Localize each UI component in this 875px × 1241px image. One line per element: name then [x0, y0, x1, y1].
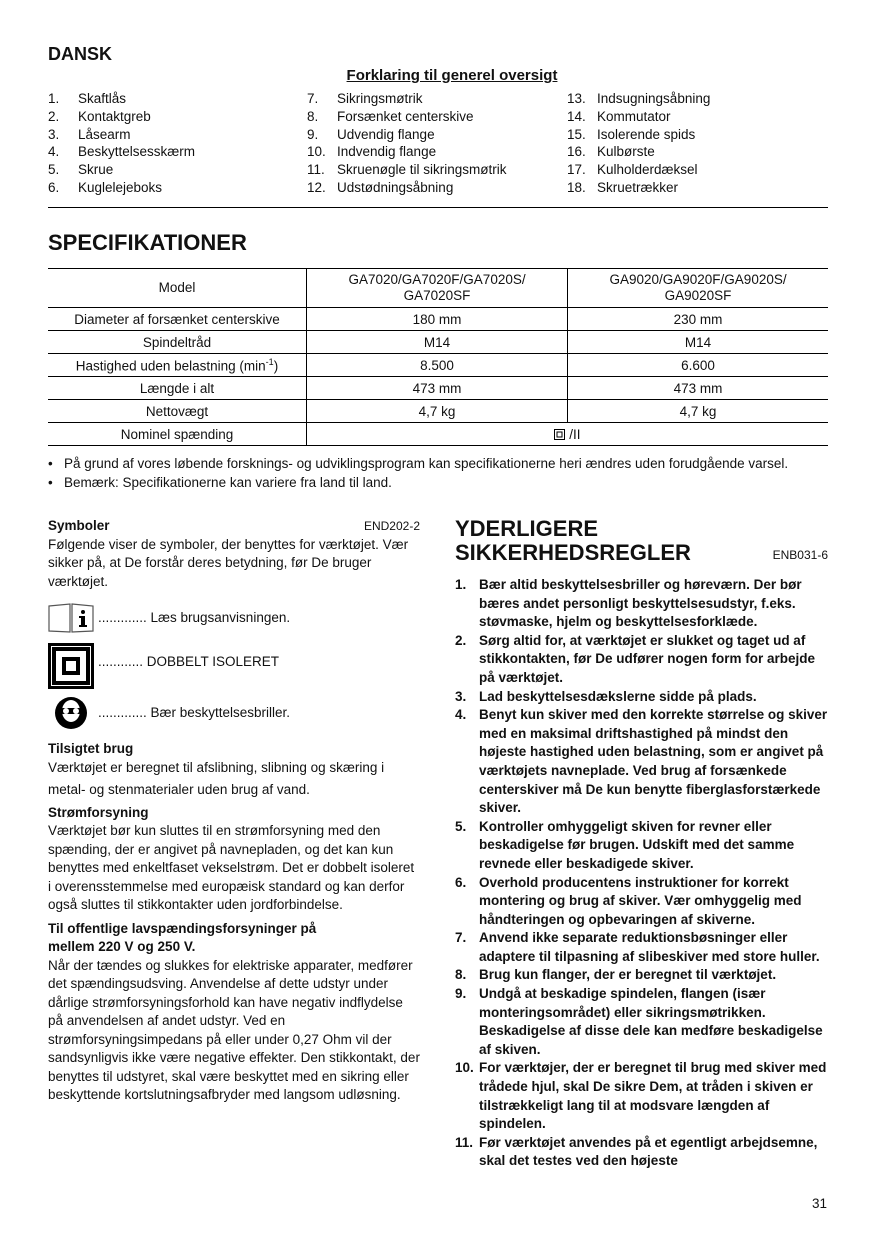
legend-title: Forklaring til generel oversigt: [346, 67, 558, 84]
list-item: 5. Kontroller omhyggeligt skiven for revner eller beskadigelse før brugen. Udskift med det samme revnede eller beskadigede skiver.: [455, 818, 795, 871]
table-row: Nominel spænding /II: [48, 423, 828, 446]
list-item: 7. Anvend ikke separate reduktionsbøsninger eller adaptere til tilpasning af slibeskiver med store huller.: [455, 930, 820, 964]
list-item: 11. Før værktøjet anvendes på et egentligt arbejdsemne, skal det testes ved den højeste: [455, 1134, 818, 1169]
low-voltage-text: Når der tændes og slukkes for elektriske apparater, medfører det spændingsudsving. Anvendelse af dette udstyr under dårlige strømforsyningsforhold kan have negativ indflydelse på anvendelsen af andet udstyr. Ved en strømforsyningsimpedans på eller under 0,27 Ohm vil der sandsynligvis ikke være negative effekter. Den stikkontakt, der benyttes til udstyret, skal være beskyttet med en sikring eller beskyttende kortslutningsafbryder med langsom udløsning.: [48, 957, 420, 1102]
symbol-row: ............. Bær beskyttelsesbriller.: [48, 695, 420, 731]
model-column-2: GA9020/GA9020F/GA9020S/ GA9020SF: [568, 269, 828, 308]
intended-use-line: metal- og stenmaterialer uden brug af vand.: [48, 782, 310, 797]
list-item: 10. For værktøjer, der er beregnet til brug med skiver med trådede hjul, skal De sikre Dem, at tråden i skiven er tilstrækkeligt lang til at modsvare længden af spindelen.: [455, 1060, 827, 1132]
low-voltage-heading: Til offentlige lavspændingsforsyninger på mellem 220 V og 250 V.: [48, 920, 317, 954]
list-item: 1. Bær altid beskyttelsesbriller og høreværn. Der bør bæres andet personligt beskyttelsesudstyr, f.eks. støvmaske, hjelm og beskyttelsesforklæde.: [455, 577, 802, 630]
table-row: Hastighed uden belastning $(\min^{-1})$ 8.500 6.600: [48, 354, 828, 377]
list-item: 4. Benyt kun skiver med den korrekte størrelse og skiver med en maksimal driftshastighed på mindst den højeste hastighed uden belastning, som er angivet på værktøjets navneplade. Ved brug af forsænkede centerskiver må De kun benytte fiberglasforstærkede skiver.: [455, 707, 828, 816]
legend-column-3: [567, 90, 710, 197]
legend-item: 13. Indsugningsåbning: [567, 91, 711, 106]
legend-item: 10. Indvendig flange: [307, 144, 437, 160]
legend-item: 18. Skruetrækker: [567, 179, 679, 195]
legend-item: 5. Skrue: [48, 162, 114, 178]
legend-item: 17. Kulholderdæksel: [567, 162, 698, 178]
language-heading: DANSK: [48, 44, 113, 64]
left-column: [48, 517, 420, 1105]
manual-info-icon: [48, 603, 94, 633]
list-item: 6. Overhold producentens instruktioner for korrekt montering og brug af skiver. Vær omhyggelig med håndteringen og opbevaringen af skiverne.: [455, 874, 802, 927]
table-row: Nettovægt 4,7 kg 4,7 kg: [48, 400, 828, 423]
legend-item: 1. Skaftlås: [48, 91, 127, 106]
model-header: Model: [48, 269, 307, 308]
table-row: Længde i alt 473 mm 473 mm: [48, 377, 828, 400]
divider: [48, 207, 828, 208]
specifications-table: [48, 268, 828, 446]
model-column-1: GA7020/GA7020F/GA7020S/ GA7020SF: [307, 269, 568, 308]
symbols-header: Symboler END202-2: [48, 518, 420, 533]
symbols-intro: Følgende viser de symboler, der benyttes for værktøjet. Vær sikker på, at De forstår deres betydning, før De bruger værktøjet.: [48, 536, 409, 589]
table-row: Diameter af forsænket centerskive 180 mm 230 mm: [48, 308, 828, 331]
page-number: 31: [811, 1196, 827, 1211]
right-column: [455, 517, 828, 1171]
legend-item: 15. Isolerende spids: [567, 126, 696, 142]
legend-item: 8. Forsænket centerskive: [307, 108, 474, 124]
legend-item: 12. Udstødningsåbning: [307, 179, 454, 195]
legend-item: 2. Kontaktgreb: [48, 108, 151, 124]
note-item: • Bemærk: Specifikationerne kan variere fra land til land.: [48, 474, 392, 490]
list-item: 8. Brug kun flanger, der er beregnet til værktøjet.: [455, 967, 777, 983]
double-insulation-small-icon: [554, 429, 565, 440]
power-supply-heading: Strømforsyning: [48, 804, 149, 820]
legend-item: 9. Udvendig flange: [307, 126, 435, 142]
legend-column-1: [48, 90, 195, 197]
table-row: Spindeltråd M14 M14: [48, 331, 828, 354]
specifications-heading: SPECIFIKATIONER: [48, 230, 247, 255]
list-item: 2. Sørg altid for, at værktøjet er slukket og taget ud af stikkontakten, før De udfører nogen form for arbejde på værktøjet.: [455, 632, 816, 685]
symbol-row: ............ DOBBELT ISOLERET: [48, 643, 420, 689]
safety-code: ENB031-6: [772, 548, 828, 562]
intended-use-line: Værktøjet er beregnet til afslibning, slibning og skæring i: [48, 759, 385, 775]
legend-item: 7. Sikringsmøtrik: [307, 91, 423, 106]
legend-item: 11. Skruenøgle til sikringsmøtrik: [307, 162, 507, 178]
legend-item: 3. Låsearm: [48, 126, 131, 142]
legend-item: 14. Kommutator: [567, 108, 671, 124]
power-supply-text: Værktøjet bør kun sluttes til en strømforsyning med den spænding, der er angivet på navnepladen, og det kan kun benyttes med enkeltfaset vekselstrøm. Det er dobbelt isoleret i overensstemmelse med europæisk standard og kan derfor også sluttes til stikkontakter uden jordforbindelse.: [48, 823, 415, 912]
legend-item: 4. Beskyttelsesskærm: [48, 144, 196, 160]
list-item: 3. Lad beskyttelsesdækslerne sidde på plads.: [455, 688, 757, 704]
legend-column-2: [307, 90, 507, 197]
double-insulation-icon: [48, 643, 94, 689]
specification-notes: [48, 455, 828, 492]
safety-rules-list: [455, 576, 828, 1171]
note-item: • På grund af vores løbende forsknings- og udviklingsprogram kan specifikationerne heri ændres uden forudgående varsel.: [48, 456, 789, 471]
table-header-row: [48, 269, 828, 308]
legend-item: 6. Kuglelejeboks: [48, 179, 163, 195]
safety-goggles-icon: [48, 695, 94, 731]
intended-use-heading: Tilsigtet brug: [48, 741, 134, 756]
symbol-row: ............. Læs brugsanvisningen.: [48, 603, 420, 633]
list-item: 9. Undgå at beskadige spindelen, flangen (især monteringsområdet) eller sikringsmøtrikken. Beskadigelse af disse dele kan medføre beskadigelse af skiven.: [455, 986, 823, 1057]
legend-item: 16. Kulbørste: [567, 144, 655, 160]
safety-rules-heading: YDERLIGERE SIKKERHEDSREGLER: [455, 516, 691, 565]
